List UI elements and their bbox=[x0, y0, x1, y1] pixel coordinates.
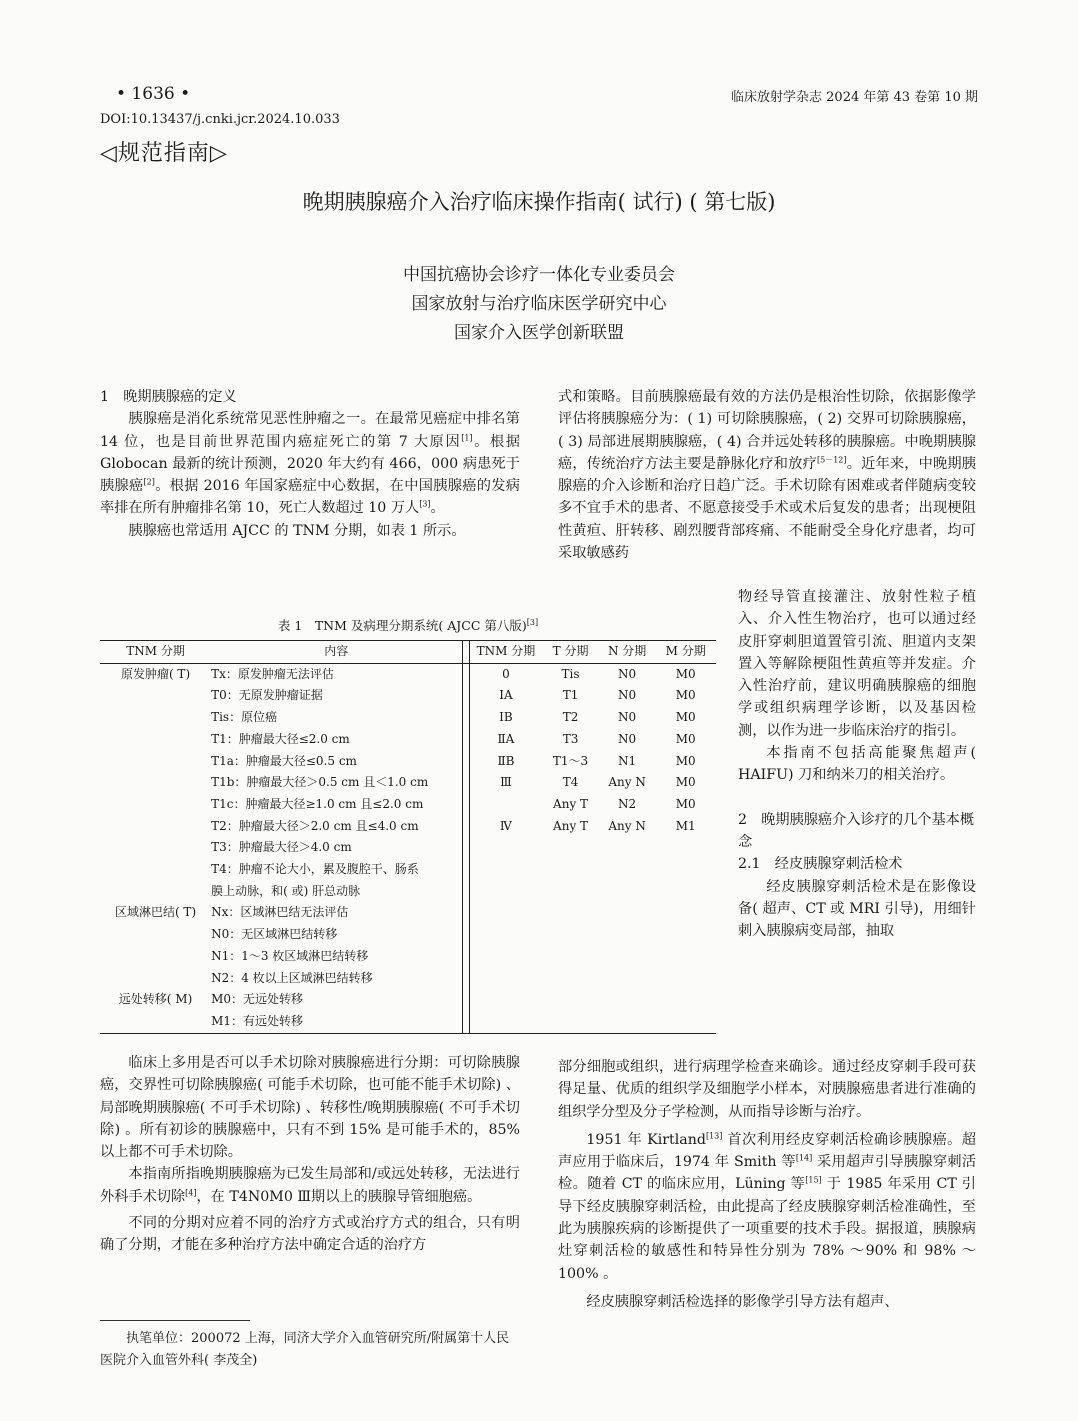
table-cell bbox=[100, 707, 211, 729]
table-cell bbox=[100, 881, 211, 903]
table-cell: M0 bbox=[675, 731, 696, 746]
table-cell: M0 bbox=[675, 688, 696, 703]
table-cell: M1 bbox=[675, 818, 696, 833]
author-org-3: 国家介入医学创新联盟 bbox=[454, 323, 624, 343]
table-cell bbox=[469, 794, 542, 816]
table-cell: T3 bbox=[562, 731, 579, 746]
paragraph: 本指南所指晚期胰腺癌为已发生局部和/或远处转移，无法进行外科手术切除[4]，在 T4N0M0 Ⅲ期以上的胰腺导管细胞癌。 bbox=[100, 1166, 520, 1205]
table-cell bbox=[655, 837, 716, 859]
paragraph: 部分细胞或组织，进行病理学检查来确诊。通过经皮穿刺手段可获得足量、优质的组织学及细胞学小样本，对胰腺癌患者进行准确的组织学分型及分子学检测，从而指导诊断与治疗。 bbox=[558, 1059, 976, 1120]
table-cell bbox=[469, 902, 542, 924]
table-row bbox=[100, 968, 716, 990]
table-divider bbox=[462, 729, 469, 751]
citation: [1] bbox=[461, 432, 473, 442]
table-cell bbox=[655, 946, 716, 968]
table-cell: M0 bbox=[675, 710, 696, 725]
right-column-lower bbox=[558, 1056, 976, 1313]
table-cell: T4 bbox=[562, 775, 579, 790]
paragraph: 不同的分期对应着不同的治疗方式或治疗方式的组合，只有明确了分期，才能在多种治疗方法中确定合适的治疗方 bbox=[100, 1215, 520, 1254]
table-row bbox=[100, 772, 716, 794]
table-cell bbox=[655, 859, 716, 881]
footnote: 执笔单位：200072 上海，同济大学介入血管研究所/附属第十人民医院介入血管外科( 李茂全) bbox=[100, 1331, 510, 1368]
table-cell: 0 bbox=[502, 666, 510, 681]
journal-info: 临床放射学杂志 2024 年第 43 卷第 10 期 bbox=[731, 90, 978, 105]
table-divider bbox=[462, 816, 469, 838]
table-cell: Ⅳ bbox=[499, 818, 512, 833]
paragraph: 1951 年 Kirtland[13] 首次利用经皮穿刺活检确诊胰腺癌。超声应用于临床后，1974 年 Smith 等[14] 采用超声引导胰腺穿刺活检。随着 CT 的临床应用，Lüning 等[15] 于 1985 年采用 CT 引导下经皮胰腺穿刺活检，由此提高了经皮胰腺穿刺活检准确性，至此为胰腺疾病的诊断提供了一项重要的技术手段。据报道，胰腺病灶穿刺活检的敏感性和特异性分别为 78% ～90% 和 98% ～100% 。 bbox=[558, 1131, 977, 1282]
table-cell: N0 bbox=[618, 666, 637, 681]
paragraph: 胰腺癌是消化系统常见恶性肿瘤之一。在最常见癌症中排名第 14 位，也是目前世界范围内癌症死亡的第 7 大原因[1]。根据 Globocan 最新的统计预测，2020 年大约有 466，000 病患死于胰腺癌[2]。根据 2016 年国家癌症中心数据，在中国胰腺癌的发病率排在所有肿瘤排名第 10，死亡人数超过 10 万人[3]。 bbox=[100, 411, 520, 517]
table-cell: Any T bbox=[553, 796, 589, 811]
table-row bbox=[100, 794, 716, 816]
table-cell bbox=[655, 902, 716, 924]
table-cell: ⅡB bbox=[497, 753, 515, 768]
paragraph: 胰腺癌也常适用 AJCC 的 TNM 分期，如表 1 所示。 bbox=[128, 522, 466, 539]
paragraph: 经皮胰腺穿刺活检选择的影像学引导方法有超声、 bbox=[586, 1293, 899, 1310]
table-divider bbox=[462, 946, 469, 968]
table-row bbox=[100, 989, 716, 1011]
citation: [15] bbox=[805, 1175, 822, 1185]
table-cell: Any T bbox=[553, 818, 589, 833]
table-cell bbox=[599, 859, 656, 881]
table-cell bbox=[542, 946, 599, 968]
right-column-upper bbox=[558, 386, 976, 564]
table-cell: N2：4 枚以上区域淋巴结转移 bbox=[211, 970, 373, 985]
table-cell: T1～3 bbox=[552, 753, 589, 768]
doi: DOI:10.13437/j.cnki.jcr.2024.10.033 bbox=[100, 112, 340, 127]
table-divider bbox=[462, 772, 469, 794]
left-column-lower bbox=[100, 1052, 520, 1257]
citation: [2] bbox=[143, 477, 155, 487]
table-cell bbox=[542, 924, 599, 946]
table-cell: ⅠA bbox=[499, 688, 513, 703]
table-cell bbox=[655, 968, 716, 990]
table-divider bbox=[462, 707, 469, 729]
table-cell: 区域淋巴结( T) bbox=[114, 905, 197, 920]
table-row bbox=[100, 685, 716, 707]
table-cell bbox=[542, 1011, 599, 1033]
table-cell: T2：肿瘤最大径＞2.0 cm 且≤4.0 cm bbox=[211, 818, 419, 833]
table-cell bbox=[100, 859, 211, 881]
table-cell: Tx：原发肿瘤无法评估 bbox=[211, 666, 334, 681]
table-cell bbox=[100, 946, 211, 968]
table-cell bbox=[599, 968, 656, 990]
table-cell: N0：无区域淋巴结转移 bbox=[211, 927, 338, 942]
table-cell bbox=[100, 751, 211, 773]
table-cell bbox=[469, 989, 542, 1011]
paragraph: 本指南不包括高能聚焦超声( HAIFU) 刀和纳米刀的相关治疗。 bbox=[738, 745, 976, 784]
table-divider bbox=[462, 685, 469, 707]
table-cell bbox=[100, 924, 211, 946]
table-cell: T1 bbox=[562, 688, 579, 703]
citation: [14] bbox=[795, 1153, 813, 1163]
tnm-table bbox=[100, 640, 716, 1034]
table-cell bbox=[542, 859, 599, 881]
table-cell bbox=[599, 902, 656, 924]
table-cell bbox=[100, 772, 211, 794]
table-row bbox=[100, 946, 716, 968]
table-cell bbox=[599, 946, 656, 968]
table-cell: M0：无远处转移 bbox=[211, 992, 304, 1007]
paragraph: 物经导管直接灌注、放射性粒子植入、介入性生物治疗，也可以通过经皮肝穿刺胆道置管引流、胆道内支架置入等解除梗阻性黄疸等并发症。介入性治疗前，建议明确胰腺癌的细胞学或组织病理学诊断，以及基因检测，以作为进一步临床治疗的指引。 bbox=[738, 589, 976, 739]
table-cell: T0：无原发肿瘤证据 bbox=[211, 688, 323, 703]
table-divider bbox=[462, 641, 469, 664]
table-cell: N1 bbox=[618, 753, 637, 768]
table-divider bbox=[462, 751, 469, 773]
table-divider bbox=[462, 881, 469, 903]
table-divider bbox=[462, 859, 469, 881]
citation: [3] bbox=[526, 617, 539, 627]
table-divider bbox=[462, 902, 469, 924]
table-cell: N0 bbox=[618, 731, 637, 746]
table-row bbox=[100, 1011, 716, 1033]
right-column-narrow bbox=[738, 586, 976, 942]
table-cell: T1b：肿瘤最大径＞0.5 cm 且＜1.0 cm bbox=[211, 775, 429, 790]
table-cell: Nx：区域淋巴结无法评估 bbox=[211, 905, 349, 920]
paragraph: 临床上多用是否可以手术切除对胰腺癌进行分期：可切除胰腺癌，交界性可切除胰腺癌( 可能手术切除，也可能不能手术切除) 、局部晚期胰腺癌( 不可手术切除) 、转移性/晚期胰腺癌( 不可手术切除) 。所有初诊的胰腺癌中，只有不到 15% 是可能手术的，85% 以上都不可手术切除。 bbox=[100, 1055, 520, 1161]
table-cell: T2 bbox=[562, 710, 579, 725]
table-divider bbox=[462, 837, 469, 859]
table-cell: 原发肿瘤( T) bbox=[120, 666, 191, 681]
table-cell bbox=[469, 946, 542, 968]
table-cell bbox=[469, 837, 542, 859]
section-heading-1: 1 晚期胰腺癌的定义 bbox=[100, 389, 237, 405]
table-cell bbox=[542, 837, 599, 859]
table-cell bbox=[469, 968, 542, 990]
table-header-row bbox=[100, 641, 716, 664]
table-cell bbox=[469, 859, 542, 881]
subsection-heading: 2.1 经皮胰腺穿刺活检术 bbox=[738, 856, 903, 873]
table-cell: T3：肿瘤最大径＞4.0 cm bbox=[211, 840, 352, 855]
table-cell: T1a：肿瘤最大径≤0.5 cm bbox=[211, 753, 357, 768]
table-cell: M0 bbox=[675, 775, 696, 790]
table-header: TNM 分期 bbox=[469, 641, 542, 664]
table-cell bbox=[599, 1011, 656, 1033]
article-title: 晚期胰腺癌介入治疗临床操作指南( 试行) ( 第七版) bbox=[302, 190, 776, 214]
table-cell bbox=[469, 1011, 542, 1033]
author-org-1: 中国抗癌协会诊疗一体化专业委员会 bbox=[403, 265, 675, 285]
table-header: M 分期 bbox=[655, 641, 716, 664]
table-cell bbox=[469, 881, 542, 903]
author-org-2: 国家放射与治疗临床医学研究中心 bbox=[411, 294, 667, 314]
table-cell: Any N bbox=[608, 775, 646, 790]
table-cell: 膜上动脉，和( 或) 肝总动脉 bbox=[211, 883, 361, 898]
table-caption: 表 1 TNM 及病理分期系统( AJCC 第八版)[3] bbox=[277, 617, 539, 633]
table-cell bbox=[542, 881, 599, 903]
table-header: TNM 分期 bbox=[100, 641, 211, 664]
table-cell: M0 bbox=[675, 796, 696, 811]
table-cell: T1：肿瘤最大径≤2.0 cm bbox=[211, 731, 350, 746]
table-row bbox=[100, 816, 716, 838]
table-cell bbox=[100, 816, 211, 838]
table-cell bbox=[469, 924, 542, 946]
table-cell bbox=[599, 924, 656, 946]
left-column-upper bbox=[100, 386, 520, 542]
paragraph: 式和策略。目前胰腺癌最有效的方法仍是根治性切除，依据影像学评估将胰腺癌分为：( 1) 可切除胰腺癌，( 2) 交界可切除胰腺癌，( 3) 局部进展期胰腺癌，( 4) 合并远处转移的胰腺癌。中晚期胰腺癌，传统治疗方法主要是静脉化疗和放疗[5－12]。近年来，中晚期胰腺癌的介入诊断和治疗日趋广泛。手术切除有困难或者伴随病变较多不宜手术的患者、不愿意接受手术或术后复发的患者；出现梗阻性黄疸、肝转移、剧烈腰背部疼痛、不能耐受全身化疗患者，均可采取敏感药 bbox=[558, 389, 976, 562]
paragraph: 经皮胰腺穿刺活检术是在影像设备( 超声、CT 或 MRI 引导)，用细针刺入胰腺病变局部，抽取 bbox=[738, 878, 976, 940]
page-number: • 1636 • bbox=[116, 84, 191, 104]
table-cell bbox=[655, 881, 716, 903]
table-cell bbox=[100, 685, 211, 707]
table-row bbox=[100, 902, 716, 924]
table-cell: M0 bbox=[675, 753, 696, 768]
table-cell bbox=[100, 794, 211, 816]
citation: [13] bbox=[705, 1131, 723, 1141]
table-row bbox=[100, 751, 716, 773]
table-divider bbox=[462, 1011, 469, 1033]
table-cell: Tis bbox=[561, 666, 580, 681]
table-divider bbox=[462, 989, 469, 1011]
table-cell: N1：1～3 枚区域淋巴结转移 bbox=[211, 948, 369, 963]
table-row bbox=[100, 837, 716, 859]
table-row bbox=[100, 729, 716, 751]
table-cell: M0 bbox=[675, 666, 696, 681]
table-header: N 分期 bbox=[599, 641, 656, 664]
table-row bbox=[100, 707, 716, 729]
table-row bbox=[100, 859, 716, 881]
table-divider bbox=[462, 968, 469, 990]
citation: [5－12] bbox=[816, 455, 847, 465]
table-cell bbox=[100, 1011, 211, 1033]
table-row bbox=[100, 924, 716, 946]
table-cell bbox=[599, 989, 656, 1011]
table-cell: T1c：肿瘤最大径≥1.0 cm 且≤2.0 cm bbox=[211, 796, 424, 811]
table-cell: Tis：原位癌 bbox=[211, 710, 278, 725]
table-divider bbox=[462, 663, 469, 685]
table-cell bbox=[542, 902, 599, 924]
table-cell: ⅡA bbox=[497, 731, 515, 746]
table-cell: N0 bbox=[618, 688, 637, 703]
table-cell bbox=[599, 881, 656, 903]
table-cell: M1：有远处转移 bbox=[211, 1013, 304, 1028]
table-cell bbox=[599, 837, 656, 859]
citation: [3] bbox=[419, 499, 431, 509]
table-cell bbox=[542, 968, 599, 990]
table-cell bbox=[542, 989, 599, 1011]
table-cell: 远处转移( M) bbox=[118, 992, 193, 1007]
table-divider bbox=[462, 794, 469, 816]
table-cell bbox=[100, 837, 211, 859]
table-row bbox=[100, 881, 716, 903]
table-cell: Ⅲ bbox=[500, 775, 512, 790]
footnote-rule bbox=[100, 1320, 250, 1321]
table-cell: Any N bbox=[608, 818, 646, 833]
table-cell: N0 bbox=[618, 710, 637, 725]
table-header: T 分期 bbox=[542, 641, 599, 664]
table-cell bbox=[100, 729, 211, 751]
table-cell bbox=[100, 968, 211, 990]
table-header: 内容 bbox=[211, 641, 462, 664]
table-cell bbox=[655, 1011, 716, 1033]
table-row bbox=[100, 663, 716, 685]
table-cell: N2 bbox=[618, 796, 637, 811]
section-heading-2: 2 晚期胰腺癌介入诊疗的几个基本概念 bbox=[738, 811, 975, 850]
table-cell bbox=[655, 989, 716, 1011]
section-label: ◁规范指南▷ bbox=[100, 141, 228, 166]
table-divider bbox=[462, 924, 469, 946]
citation: [4] bbox=[185, 1188, 197, 1198]
table-cell: T4：肿瘤不论大小，累及腹腔干、肠系 bbox=[211, 862, 419, 877]
table-cell: ⅠB bbox=[499, 710, 513, 725]
table-cell bbox=[655, 924, 716, 946]
